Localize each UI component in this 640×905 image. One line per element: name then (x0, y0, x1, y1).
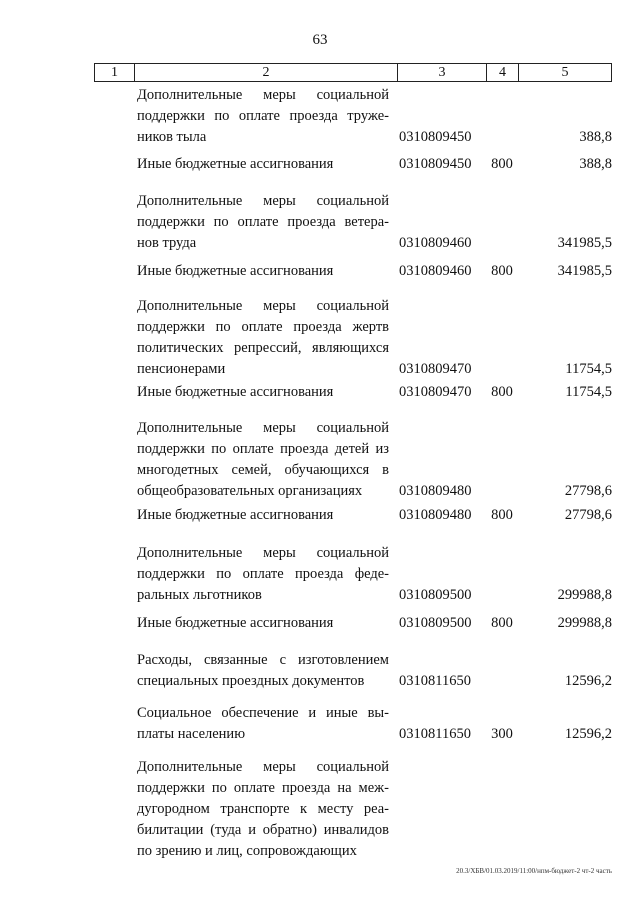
description-line: по зрению и лиц, сопровождающих (137, 843, 357, 859)
row-group: 800 (491, 507, 513, 523)
row-code: 0310809500 (399, 615, 472, 631)
row-group: 800 (491, 156, 513, 172)
description-line: поддержки по оплате проезда труже- (137, 108, 389, 124)
description-line: Социальное обеспечение и иные вы- (137, 705, 389, 721)
row-amount: 11754,5 (565, 361, 612, 377)
header-col-3: 3 (438, 65, 446, 80)
description-line: Иные бюджетные ассигнования (137, 615, 334, 631)
row-code: 0310809470 (399, 384, 472, 400)
description-line: Расходы, связанные с изготовлением (137, 652, 389, 668)
footer-stamp: 20.3/ХБВ/01.03.2019/11:00/нпм-бюджет-2 чт-2 часть (456, 867, 612, 875)
row-amount: 12596,2 (564, 726, 612, 742)
row-description (137, 757, 389, 862)
description-line: политических репрессий, являющихся (137, 340, 389, 356)
row-code: 0310811650 (399, 726, 471, 742)
row-amount: 299988,8 (557, 615, 612, 631)
row-description (137, 296, 389, 380)
row-group: 800 (491, 263, 513, 279)
description-line: поддержки по оплате проезда ветера- (137, 214, 389, 230)
row-description (137, 703, 389, 745)
description-line: общеобразовательных организациях (137, 483, 363, 499)
description-line: Иные бюджетные ассигнования (137, 507, 334, 523)
row-amount: 341985,5 (557, 235, 612, 251)
row-group: 300 (491, 726, 513, 742)
description-line: Дополнительные меры социальной (137, 87, 389, 103)
description-line: поддержки по оплате проезда на меж- (137, 780, 389, 796)
row-description (137, 418, 389, 502)
row-group: 800 (491, 384, 513, 400)
row-group: 800 (491, 615, 513, 631)
row-description (137, 613, 389, 634)
row-code: 0310809470 (399, 361, 472, 377)
description-line: Иные бюджетные ассигнования (137, 263, 334, 279)
description-line: ральных льготников (137, 587, 262, 603)
description-line: дугородном транспорте к месту реа- (137, 801, 389, 817)
header-col-4: 4 (499, 65, 506, 80)
description-line: пенсионерами (137, 361, 226, 377)
row-amount: 388,8 (579, 156, 612, 172)
row-description (137, 543, 389, 606)
row-code: 0310809450 (399, 129, 472, 145)
description-line: Дополнительные меры социальной (137, 298, 389, 314)
header-col-2: 2 (262, 65, 270, 80)
description-line: Дополнительные меры социальной (137, 759, 389, 775)
row-amount: 341985,5 (557, 263, 612, 279)
row-code: 0310809460 (399, 235, 472, 251)
description-line: поддержки по оплате проезда жертв (137, 319, 389, 335)
description-line: билитации (туда и обратно) инвалидов (137, 822, 389, 838)
row-code: 0310809450 (399, 156, 472, 172)
row-description (137, 154, 389, 175)
table-header (94, 63, 612, 82)
row-code: 0310809480 (399, 507, 472, 523)
description-line: платы населению (137, 726, 246, 742)
description-line: Дополнительные меры социальной (137, 545, 389, 561)
row-description (137, 382, 389, 403)
description-line: Дополнительные меры социальной (137, 193, 389, 209)
description-line: Иные бюджетные ассигнования (137, 156, 334, 172)
row-code: 0310809500 (399, 587, 472, 603)
description-line: ников тыла (137, 129, 207, 145)
page-number: 63 (312, 32, 328, 48)
description-line: поддержки по оплате проезда детей из (137, 441, 389, 457)
row-amount: 27798,6 (564, 483, 612, 499)
description-line: Иные бюджетные ассигнования (137, 384, 334, 400)
row-code: 0310809460 (399, 263, 472, 279)
row-code: 0310809480 (399, 483, 472, 499)
row-description (137, 650, 389, 692)
header-col-1: 1 (111, 65, 118, 80)
row-amount: 27798,6 (564, 507, 612, 523)
header-col-5: 5 (561, 65, 569, 80)
description-line: специальных проездных документов (137, 673, 365, 689)
row-code: 0310811650 (399, 673, 471, 689)
row-description (137, 191, 389, 254)
description-line: Дополнительные меры социальной (137, 420, 389, 436)
row-description (137, 261, 389, 282)
row-amount: 12596,2 (564, 673, 612, 689)
description-line: многодетных семей, обучающихся в (137, 462, 389, 478)
description-line: поддержки по оплате проезда феде- (137, 566, 389, 582)
row-amount: 388,8 (579, 129, 612, 145)
description-line: нов труда (137, 235, 197, 251)
row-amount: 299988,8 (557, 587, 612, 603)
row-description (137, 505, 389, 526)
row-amount: 11754,5 (565, 384, 612, 400)
row-description (137, 85, 389, 148)
